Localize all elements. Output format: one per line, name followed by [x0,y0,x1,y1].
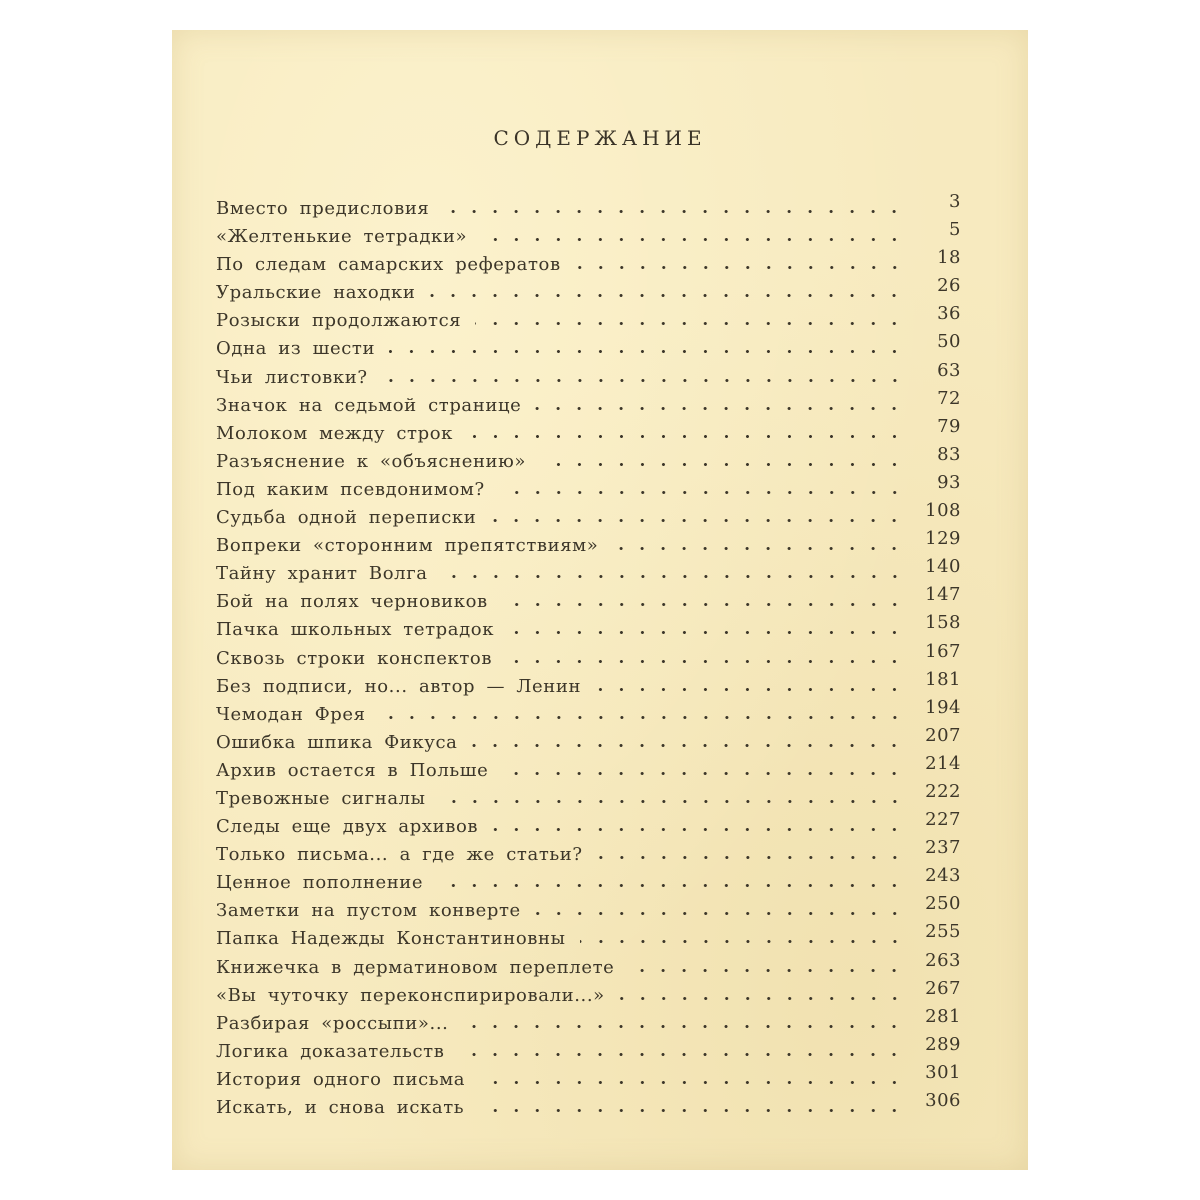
toc-entry-title: Ошибка шпика Фикуса [216,731,458,753]
toc-entry-title: «Желтенькие тетрадки» [216,226,468,248]
dot-leader [612,547,905,550]
toc-entry [216,528,961,563]
toc-entry [216,303,961,338]
toc-entry-title: Логика доказательств [216,1040,445,1062]
toc-entry [216,1005,961,1041]
dot-leader [499,491,905,494]
toc-entry-page-number: 50 [937,331,961,353]
toc-entry-title: Разбирая «россыпи»... [216,1012,449,1034]
dot-leader [443,210,905,213]
toc-entry [216,977,961,1013]
dot-leader [508,631,905,634]
toc-entry [216,1033,961,1069]
dot-leader [475,322,905,325]
toc-entry-title: Значок на седьмой странице [216,394,522,416]
toc-entry-title: Уральские находки [216,282,416,304]
dot-leader [471,744,905,747]
toc-entry [216,1090,961,1125]
toc-entry-title: Судьба одной переписки [216,507,477,529]
toc-entry-page-number: 18 [937,247,961,269]
dot-leader [442,575,905,578]
toc-entry-title: Заметки на пустом конверте [216,900,521,922]
dot-leader [535,407,905,410]
dot-leader [467,435,905,438]
toc-entry [216,247,961,282]
toc-entry-page-number: 72 [937,387,961,409]
toc-entry-title: Розыски продолжаются [216,310,462,332]
toc-entry-page-number: 63 [937,359,961,381]
toc-entry [216,696,961,732]
toc-entry-page-number: 194 [925,696,961,718]
toc-entry-page-number: 237 [925,837,961,859]
toc-entry-title: Книжечка в дерматиновом переплете [216,956,615,978]
dot-leader [479,1081,905,1084]
toc-entry-title: Тревожные сигналы [216,787,426,809]
toc-entry [216,640,961,676]
toc-entry [216,415,961,451]
toc-entry-page-number: 306 [925,1090,961,1111]
dot-leader [595,688,905,691]
toc-entry [216,471,961,507]
toc-entry-title: «Вы чуточку переконспирировали...» [216,984,605,1006]
toc-entry [216,668,961,704]
toc-entry [216,809,961,844]
toc-entry-title: Одна из шести [216,338,376,360]
toc-entry [216,949,961,985]
toc-entry-title: Под каким псевдонимом? [216,478,485,500]
toc-entry-title: Вместо предисловия [216,198,430,219]
table-of-contents [216,191,961,1125]
toc-entry-page-number: 250 [925,893,961,915]
toc-entry [216,359,961,395]
toc-entry-page-number: 93 [937,471,961,493]
toc-entry-page-number: 147 [925,584,961,606]
dot-leader [492,828,905,831]
toc-entry [216,331,961,366]
dot-leader [440,800,905,803]
toc-entry-page-number: 3 [949,191,961,212]
toc-entry-title: Разъяснение к «объяснению» [216,450,527,472]
toc-entry-page-number: 281 [925,1005,961,1027]
toc-entry-page-number: 227 [925,809,961,831]
dot-leader [382,379,905,382]
toc-entry-page-number: 267 [925,977,961,999]
toc-entry-page-number: 181 [925,668,961,690]
dot-leader [380,716,905,719]
toc-entry-title: Молоком между строк [216,422,454,444]
toc-entry-page-number: 36 [937,303,961,325]
toc-entry-page-number: 83 [937,443,961,465]
dot-leader [540,463,905,466]
toc-entry-page-number: 5 [949,219,961,241]
toc-entry [216,837,961,872]
toc-entry [216,780,961,816]
toc-entry-page-number: 222 [925,780,961,802]
toc-entry-title: Чемодан Фрея [216,703,366,725]
dot-leader [580,940,905,943]
toc-entry-title: Бой на полях черновиков [216,591,488,613]
book-page [172,30,1028,1170]
toc-entry [216,387,961,423]
toc-entry-page-number: 255 [925,921,961,943]
toc-entry [216,1061,961,1097]
toc-entry-page-number: 26 [937,275,961,297]
dot-leader [389,350,905,353]
toc-entry-title: Папка Надежды Константиновны [216,928,566,950]
dot-leader [458,1053,905,1056]
toc-entry-title: Следы еще двух архивов [216,816,479,838]
toc-entry-title: По следам самарских рефератов [216,254,561,276]
dot-leader [619,997,905,1000]
dot-leader [506,660,905,663]
toc-entry-title: Тайну хранит Волга [216,563,428,585]
toc-entry-page-number: 214 [925,752,961,774]
dot-leader [502,772,905,775]
dot-leader [481,238,905,241]
dot-leader [437,884,905,887]
toc-entry-page-number: 167 [925,640,961,662]
toc-entry-page-number: 158 [925,612,961,634]
toc-entry-page-number: 207 [925,724,961,746]
dot-leader [628,969,905,972]
dot-leader [502,603,905,606]
toc-entry-title: Пачка школьных тетрадок [216,619,495,641]
toc-entry-page-number: 129 [925,528,961,550]
dot-leader [535,912,905,915]
toc-entry [216,724,961,760]
dot-leader [597,856,905,859]
toc-entry [216,556,961,591]
toc-entry-title: Архив остается в Польше [216,759,489,781]
toc-entry-title: Сквозь строки конспектов [216,647,493,669]
toc-entry-title: Чьи листовки? [216,366,368,388]
dot-leader [575,266,905,269]
toc-entry-title: Только письма... а где же статьи? [216,844,583,866]
toc-entry [216,584,961,619]
toc-entry-page-number: 289 [925,1033,961,1055]
toc-entry-page-number: 79 [937,415,961,437]
toc-entry [216,752,961,788]
toc-entry [216,275,961,310]
dot-leader [429,294,905,297]
toc-entry [216,191,961,226]
toc-entry [216,865,961,900]
toc-entry-title: Без подписи, но... автор — Ленин [216,675,582,697]
toc-entry-title: Вопреки «сторонним препятствиям» [216,535,599,557]
toc-entry [216,612,961,647]
toc-entry-page-number: 140 [925,556,961,578]
toc-entry [216,921,961,956]
toc-entry-title: Ценное пополнение [216,872,424,894]
dot-leader [462,1025,905,1028]
toc-entry-title: История одного письма [216,1068,466,1090]
toc-entry-page-number: 263 [925,949,961,971]
toc-entry-page-number: 108 [925,500,961,522]
toc-entry [216,500,961,535]
toc-entry-title: Искать, и снова искать [216,1097,465,1118]
page-title: СОДЕРЖАНИЕ [493,126,707,150]
toc-entry [216,893,961,928]
toc-entry-page-number: 301 [925,1061,961,1083]
dot-leader [490,519,905,522]
toc-entry-page-number: 243 [925,865,961,887]
toc-entry [216,219,961,254]
dot-leader [478,1109,905,1112]
toc-entry [216,443,961,479]
